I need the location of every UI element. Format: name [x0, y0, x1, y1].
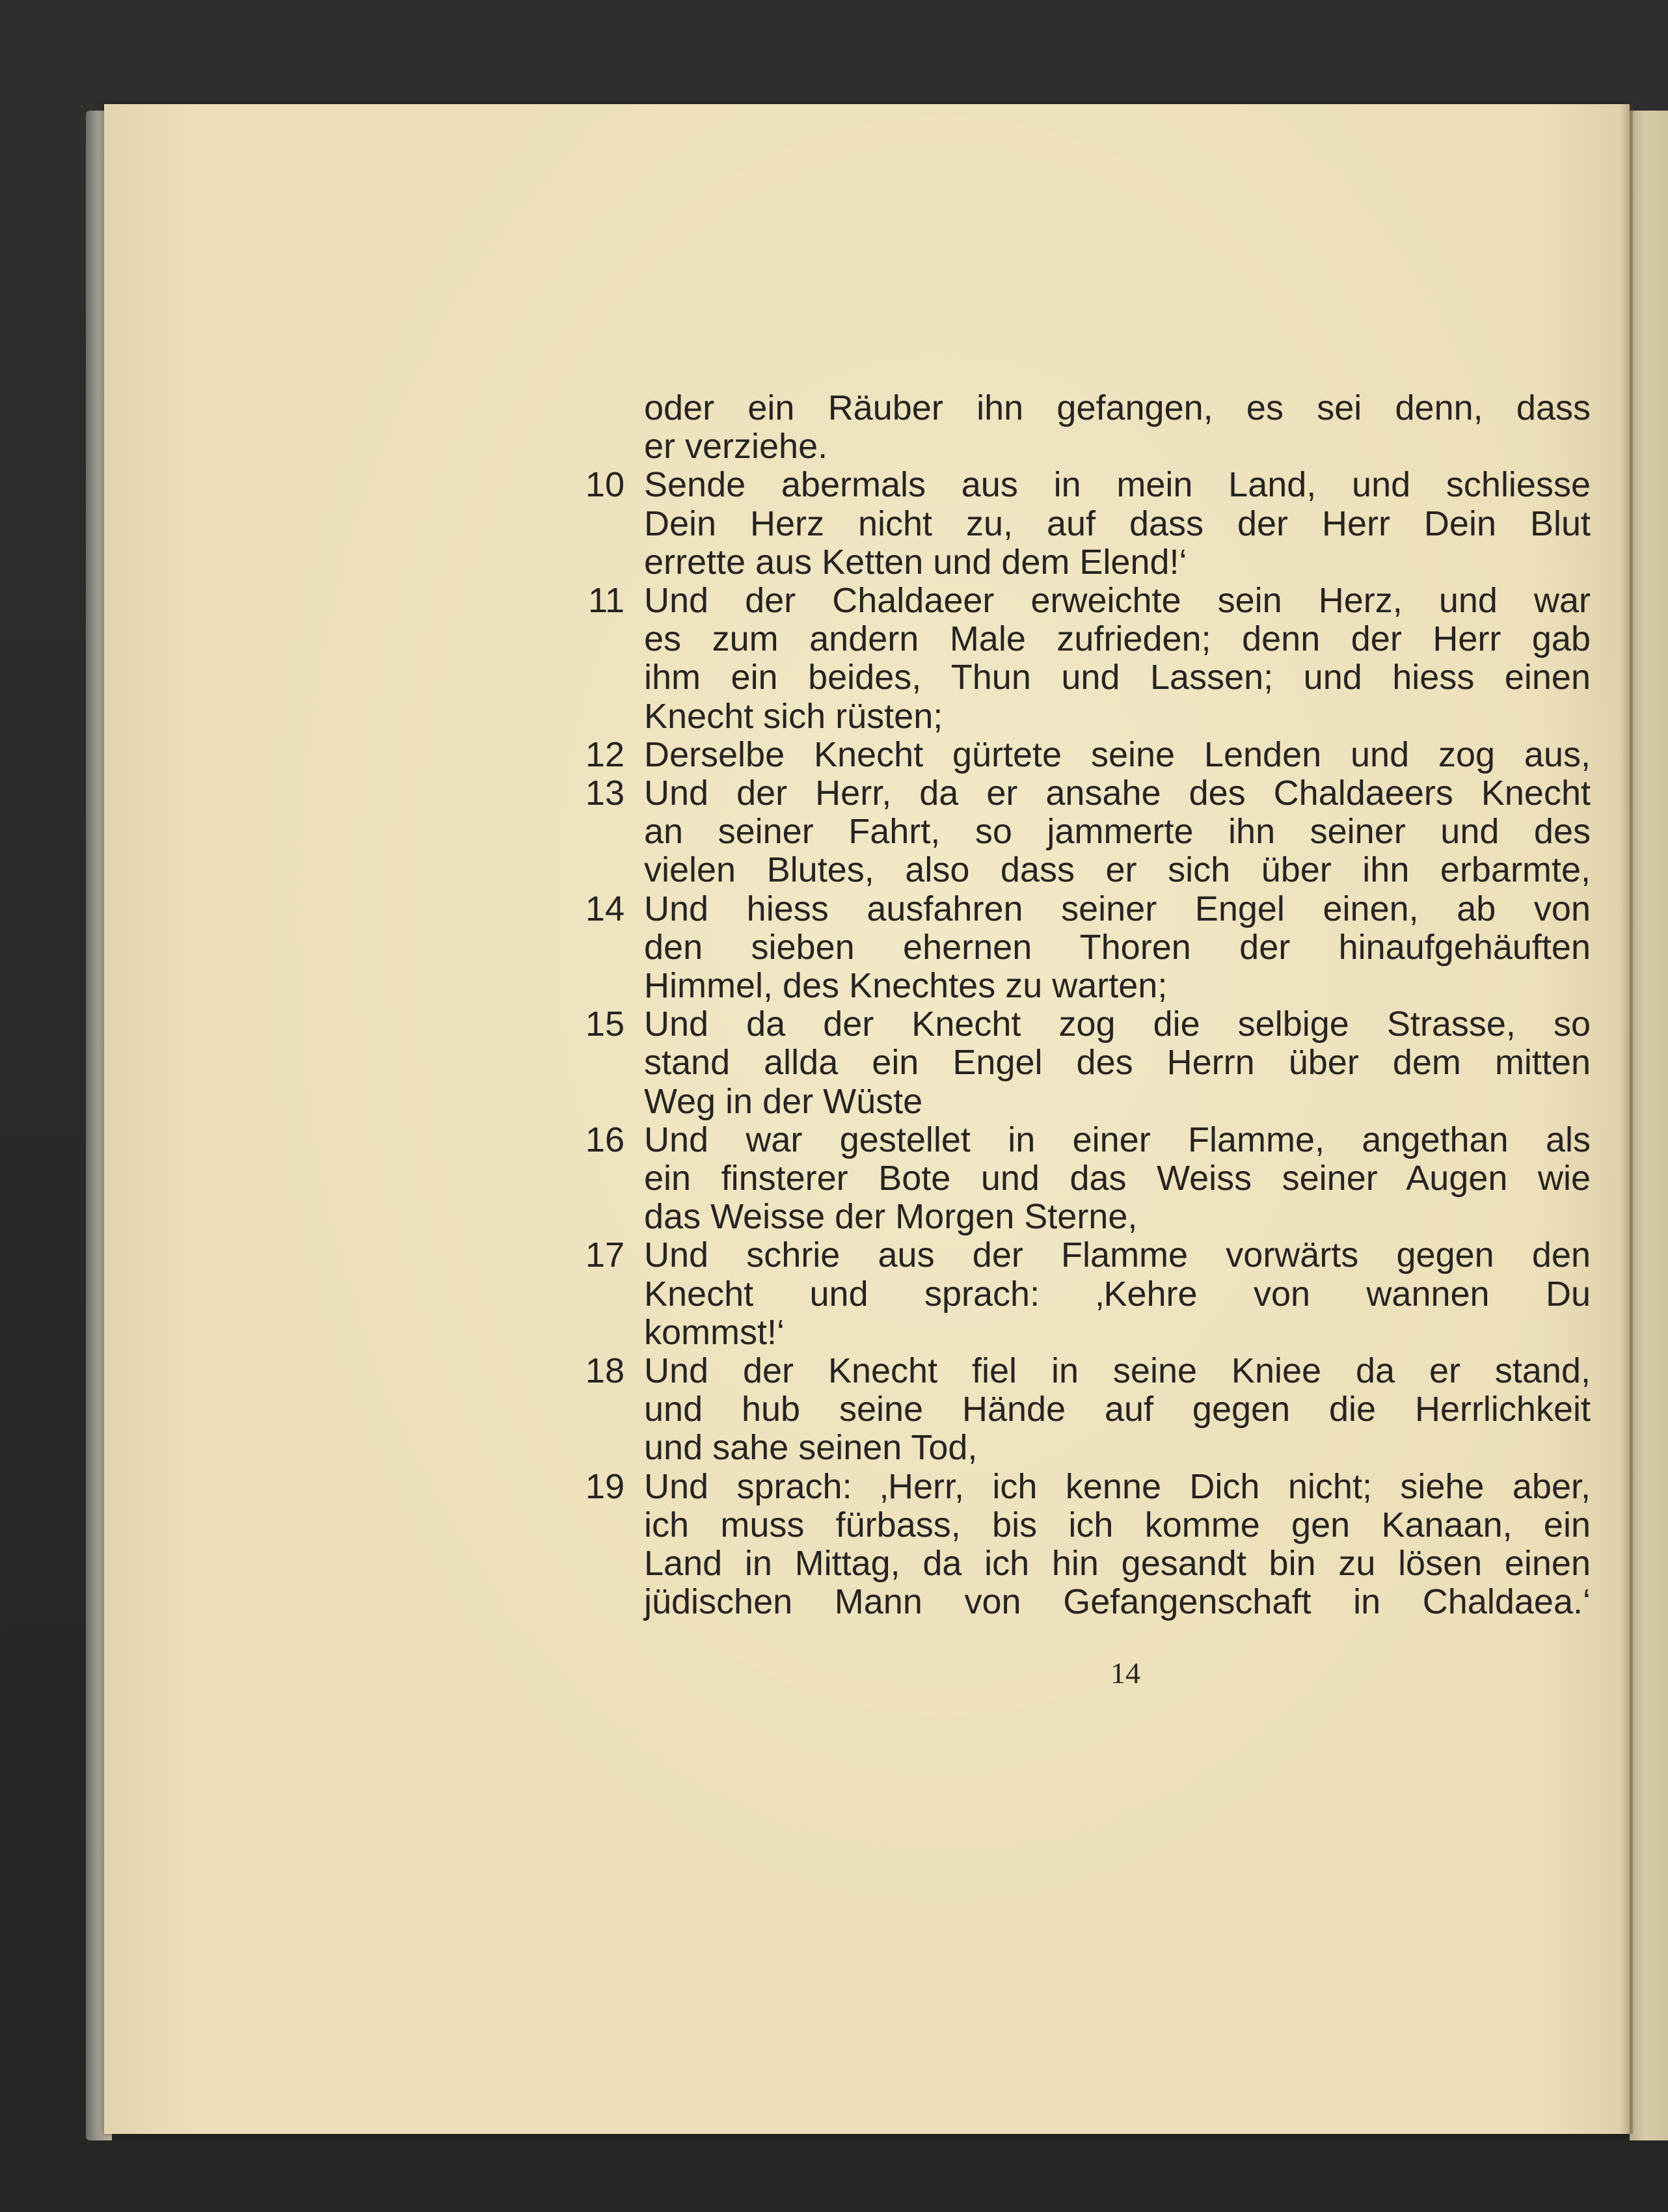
text-line: ich muss fürbass, bis ich komme gen Kanaan, ein — [644, 1505, 1591, 1544]
text-line: Und war gestellet in einer Flamme, angethan als — [644, 1120, 1591, 1159]
opening-passage — [644, 389, 1591, 466]
page-number: 14 — [1110, 1656, 1140, 1690]
text-line: Weg in der Wüste — [644, 1081, 923, 1121]
text-line: Und da der Knecht zog die selbige Strasse, so — [644, 1005, 1591, 1044]
text-line: ein finsterer Bote und das Weiss seiner Augen wie — [644, 1159, 1591, 1198]
text-line: oder ein Räuber ihn gefangen, es sei denn, dass — [644, 388, 1591, 427]
text-line: Sende abermals aus in mein Land, und schliesse — [644, 465, 1591, 505]
text-line: Derselbe Knecht gürtete seine Lenden und zog aus, — [644, 735, 1591, 774]
text-line: es zum andern Male zufrieden; denn der Herr gab — [644, 619, 1591, 659]
text-line: und sahe seinen Tod, — [644, 1428, 978, 1468]
verse-15 — [585, 1005, 1591, 1121]
verse-11 — [587, 581, 1591, 736]
text-line: Knecht sich rüsten; — [644, 696, 943, 736]
verse-number: 15 — [585, 1005, 625, 1044]
verse-number: 16 — [585, 1120, 625, 1159]
text-line: Und der Chaldaeer erweichte sein Herz, und war — [644, 581, 1591, 621]
text-line: er verziehe. — [644, 427, 828, 466]
verse-number: 12 — [585, 735, 625, 774]
text-line: ihm ein beides, Thun und Lassen; und hiess einen — [644, 658, 1591, 697]
facing-page-edge — [1630, 111, 1668, 2140]
text-line: kommst!‘ — [644, 1312, 785, 1352]
text-line: an seiner Fahrt, so jammerte ihn seiner und des — [644, 812, 1591, 852]
text-line: Knecht und sprach: ‚Kehre von wannen Du — [644, 1274, 1591, 1314]
text-line: errette aus Ketten und dem Elend!‘ — [644, 542, 1187, 582]
verse-number: 14 — [585, 889, 625, 928]
text-line: vielen Blutes, also dass er sich über ihn erbarmte, — [644, 850, 1591, 890]
verse-text-block — [585, 388, 1591, 1622]
verse-number: 13 — [585, 774, 625, 813]
gutter-shadow — [1620, 104, 1633, 2134]
verse-17 — [585, 1235, 1591, 1352]
verse-10 — [585, 465, 1591, 582]
verse-number: 18 — [585, 1351, 625, 1391]
text-line: den sieben ehernen Thoren der hinaufgehäuften — [644, 927, 1591, 967]
verse-14 — [585, 889, 1591, 1006]
text-line: jüdischen Mann von Gefangenschaft in Chaldaea.‘ — [644, 1582, 1591, 1622]
text-line: Und sprach: ‚Herr, ich kenne Dich nicht; siehe aber, — [644, 1466, 1591, 1506]
verse-12 — [585, 735, 1591, 774]
text-line: Und der Herr, da er ansahe des Chaldaeers Knecht — [644, 774, 1591, 813]
text-line: Und der Knecht fiel in seine Kniee da er stand, — [644, 1351, 1591, 1391]
verse-number: 11 — [587, 581, 625, 621]
text-line: Und schrie aus der Flamme vorwärts gegen den — [644, 1235, 1591, 1275]
verse-16 — [585, 1120, 1591, 1237]
verse-18 — [585, 1351, 1591, 1468]
verse-number: 19 — [585, 1466, 625, 1506]
text-line: Himmel, des Knechtes zu warten; — [644, 966, 1168, 1006]
text-line: stand allda ein Engel des Herrn über dem mitten — [644, 1043, 1591, 1083]
verse-13 — [585, 774, 1591, 890]
verse-number: 10 — [585, 465, 625, 505]
text-line: Land in Mittag, da ich hin gesandt bin zu lösen einen — [644, 1544, 1591, 1584]
verse-19 — [585, 1466, 1591, 1622]
text-line: das Weisse der Morgen Sterne, — [644, 1197, 1138, 1237]
text-line: Dein Herz nicht zu, auf dass der Herr Dein Blut — [644, 504, 1591, 543]
text-line: und hub seine Hände auf gegen die Herrlichkeit — [644, 1390, 1591, 1429]
verse-number: 17 — [585, 1235, 625, 1275]
text-line: Und hiess ausfahren seiner Engel einen, ab von — [644, 889, 1591, 928]
